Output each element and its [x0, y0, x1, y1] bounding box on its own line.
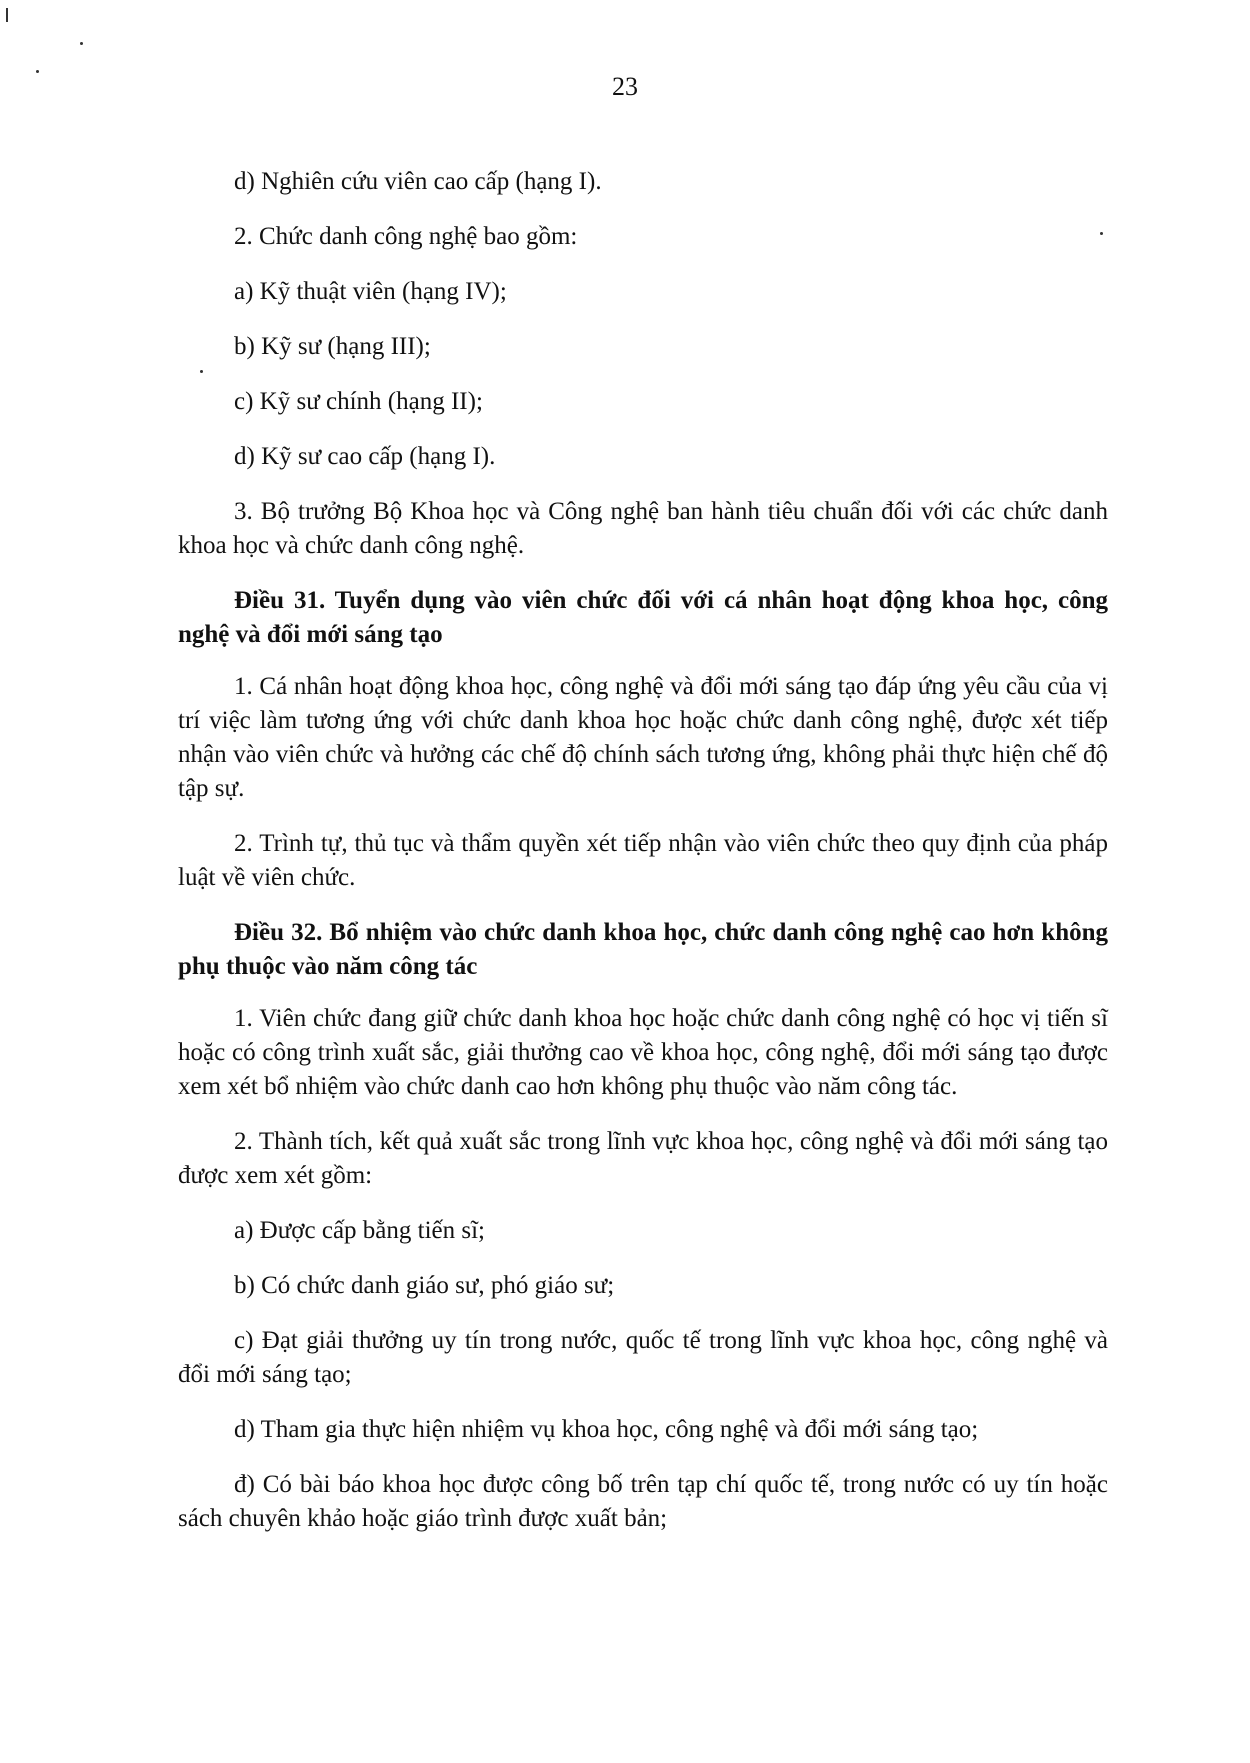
paragraph: đ) Có bài báo khoa học được công bố trên tạp chí quốc tế, trong nước có uy tín hoặc sách chuyên khảo hoặc giáo trình được xuất bản; — [178, 1471, 1108, 1532]
list-item: d) Kỹ sư cao cấp (hạng I). — [234, 443, 496, 470]
paragraph: 1. Viên chức đang giữ chức danh khoa học hoặc chức danh công nghệ có học vị tiến sĩ hoặc có công trình xuất sắc, giải thưởng cao về khoa học, công nghệ, đổi mới sáng tạo được xem xét bổ nhiệm vào chức danh cao hơn không phụ thuộc vào năm công tác. — [178, 1005, 1108, 1100]
page-number: 23 — [612, 72, 638, 101]
list-item: a) Được cấp bằng tiến sĩ; — [234, 1217, 485, 1244]
list-item: d) Tham gia thực hiện nhiệm vụ khoa học, công nghệ và đổi mới sáng tạo; — [234, 1416, 979, 1443]
list-item: a) Kỹ thuật viên (hạng IV); — [234, 278, 507, 305]
scan-mark — [6, 8, 8, 22]
document-body — [178, 165, 1108, 1557]
paragraph: 3. Bộ trưởng Bộ Khoa học và Công nghệ ban hành tiêu chuẩn đối với các chức danh khoa học và chức danh công nghệ. — [178, 498, 1108, 559]
list-item: c) Kỹ sư chính (hạng II); — [234, 388, 483, 415]
list-item: 2. Chức danh công nghệ bao gồm: — [234, 223, 578, 250]
list-item: b) Kỹ sư (hạng III); — [234, 333, 431, 360]
article-heading: Điều 31. Tuyển dụng vào viên chức đối với cá nhân hoạt động khoa học, công nghệ và đổi mới sáng tạo — [178, 587, 1108, 648]
list-item: d) Nghiên cứu viên cao cấp (hạng I). — [234, 168, 602, 195]
scan-speck — [80, 42, 83, 45]
paragraph: 2. Thành tích, kết quả xuất sắc trong lĩnh vực khoa học, công nghệ và đổi mới sáng tạo được xem xét gồm: — [178, 1128, 1108, 1189]
paragraph: 1. Cá nhân hoạt động khoa học, công nghệ và đổi mới sáng tạo đáp ứng yêu cầu của vị trí việc làm tương ứng với chức danh khoa học hoặc chức danh công nghệ, được xét tiếp nhận vào viên chức và hưởng các chế độ chính sách tương ứng, không phải thực hiện chế độ tập sự. — [178, 673, 1108, 802]
article-heading: Điều 32. Bổ nhiệm vào chức danh khoa học, chức danh công nghệ cao hơn không phụ thuộc vào năm công tác — [178, 919, 1108, 980]
paragraph: 2. Trình tự, thủ tục và thẩm quyền xét tiếp nhận vào viên chức theo quy định của pháp luật về viên chức. — [178, 830, 1108, 891]
list-item: b) Có chức danh giáo sư, phó giáo sư; — [234, 1272, 615, 1299]
paragraph: c) Đạt giải thưởng uy tín trong nước, quốc tế trong lĩnh vực khoa học, công nghệ và đổi mới sáng tạo; — [178, 1327, 1108, 1388]
